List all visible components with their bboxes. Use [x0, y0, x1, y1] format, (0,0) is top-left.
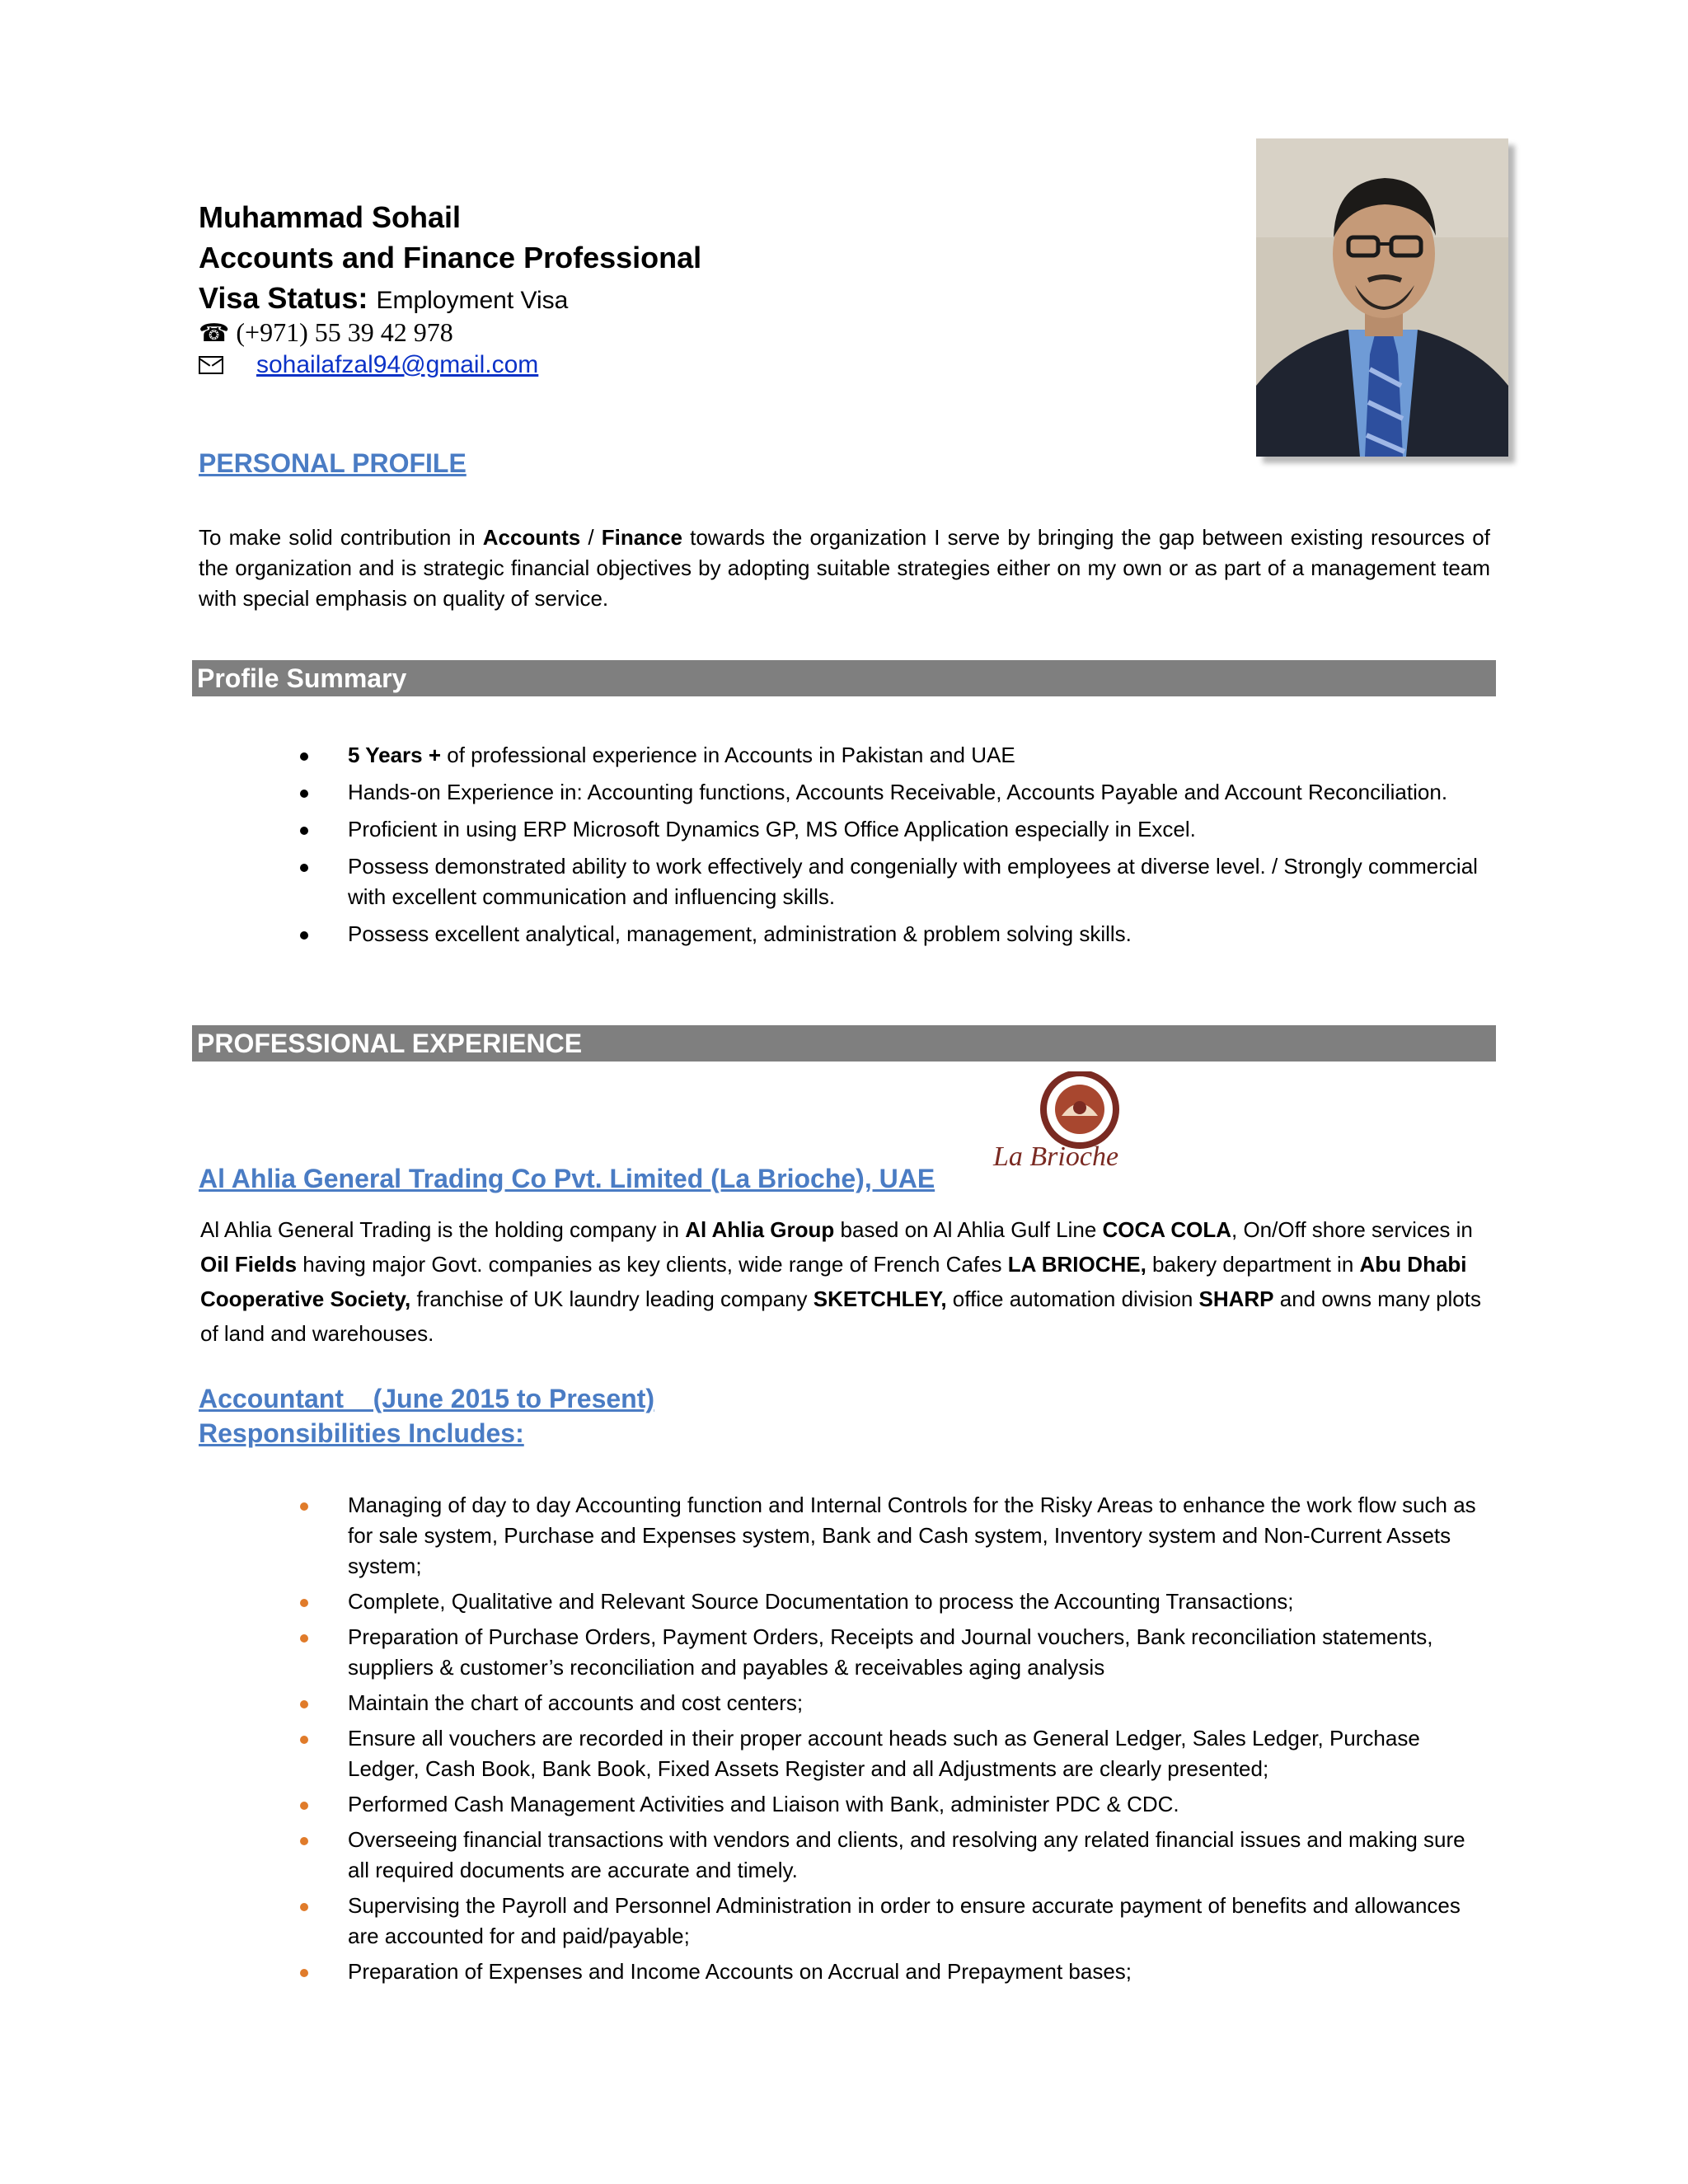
- bullet-icon: [300, 1736, 308, 1744]
- list-item: Hands-on Experience in: Accounting functions, Accounts Receivable, Accounts Payable and Account Reconciliation.: [0, 777, 1485, 808]
- list-item: Preparation of Expenses and Income Accounts on Accrual and Prepayment bases;: [0, 1957, 1485, 1987]
- profile-photo-drawing: [1256, 138, 1508, 457]
- company-name: Al Ahlia General Trading Co Pvt. Limited (La Brioche), UAE: [199, 1164, 935, 1193]
- list-item: Supervising the Payroll and Personnel Administration in order to ensure accurate payment of benefits and allowances are accounted for and paid/payable;: [0, 1891, 1485, 1952]
- list-item: Preparation of Purchase Orders, Payment Orders, Receipts and Journal vouchers, Bank reconciliation statements, suppliers & customer’s reconciliation and payables & receivables aging analysis: [0, 1622, 1485, 1683]
- envelope-icon: [199, 356, 223, 374]
- visa-value: Employment Visa: [376, 287, 569, 314]
- bullet-icon: [300, 1634, 308, 1643]
- list-item: Overseeing financial transactions with vendors and clients, and resolving any related financial issues and making sure all required documents are accurate and timely.: [0, 1825, 1485, 1886]
- phone-icon: ☎: [199, 320, 230, 347]
- professional-experience-heading: PROFESSIONAL EXPERIENCE: [192, 1025, 1496, 1062]
- profile-summary-heading: Profile Summary: [192, 660, 1496, 696]
- candidate-name: Muhammad Sohail: [199, 200, 462, 234]
- bullet-icon: [300, 1802, 308, 1810]
- bullet-icon: [300, 827, 308, 835]
- list-item: Possess demonstrated ability to work effectively and congenially with employees at diverse level. / Strongly commercial with excellent communication and influencing skills.: [0, 851, 1485, 912]
- phone-number: (+971) 55 39 42 978: [236, 317, 453, 347]
- list-item: Proficient in using ERP Microsoft Dynamics GP, MS Office Application especially in Excel.: [0, 814, 1485, 845]
- visa-label: Visa Status:: [199, 281, 368, 315]
- list-item: Ensure all vouchers are recorded in their proper account heads such as General Ledger, Sales Ledger, Purchase Ledger, Cash Book, Bank Book, Fixed Assets Register and all Adjustments are clearly presented;: [0, 1723, 1485, 1784]
- bullet-icon: [300, 1969, 308, 1977]
- bullet-icon: [300, 1903, 308, 1911]
- bullet-icon: [300, 1502, 308, 1511]
- profile-photo: [1256, 138, 1508, 457]
- profile-summary-list: [0, 740, 1485, 949]
- phone-line: [199, 315, 453, 351]
- bullet-icon: [300, 1837, 308, 1845]
- bullet-icon: [300, 1599, 308, 1607]
- list-item: Possess excellent analytical, management, administration & problem solving skills.: [0, 919, 1485, 949]
- company-description: Al Ahlia General Trading is the holding company in Al Ahlia Group based on Al Ahlia Gulf Line COCA COLA, On/Off shore services in Oil Fields having major Govt. companies as key clients, wide range of French Cafes LA BRIOCHE, bakery department in Abu Dhabi Cooperative Society, franchise of UK laundry leading company SKETCHLEY, office automation division SHARP and owns many plots of land and warehouses.: [200, 1217, 1481, 1346]
- bullet-icon: [300, 931, 308, 940]
- bullet-icon: [300, 790, 308, 798]
- responsibilities-list: [0, 1490, 1485, 1987]
- personal-profile-text: To make solid contribution in Accounts / Finance towards the organization I serve by bringing the gap between existing resources of the organization and is strategic financial objectives by adopting suitable strategies either on my own or as part of a management team with special emphasis on quality of service.: [199, 525, 1490, 611]
- bullet-icon: [300, 752, 308, 761]
- bullet-icon: [300, 864, 308, 872]
- la-brioche-logo-text: La Brioche: [993, 1141, 1119, 1172]
- list-item: Managing of day to day Accounting function and Internal Controls for the Risky Areas to enhance the work flow such as for sale system, Purchase and Expenses system, Bank and Cash system, Inventory system and Non-Current Assets system;: [0, 1490, 1485, 1582]
- list-item: Maintain the chart of accounts and cost centers;: [0, 1688, 1485, 1718]
- email-line: [199, 348, 538, 382]
- list-item: Performed Cash Management Activities and Liaison with Bank, administer PDC & CDC.: [0, 1789, 1485, 1820]
- candidate-title: Accounts and Finance Professional: [199, 241, 702, 274]
- email-link[interactable]: sohailafzal94@gmail.com: [256, 351, 539, 378]
- personal-profile-heading: PERSONAL PROFILE: [199, 448, 467, 478]
- responsibilities-heading: Responsibilities Includes:: [199, 1418, 524, 1448]
- list-item: Complete, Qualitative and Relevant Source Documentation to process the Accounting Transactions;: [0, 1586, 1485, 1617]
- list-item: 5 Years + of professional experience in Accounts in Pakistan and UAE: [0, 740, 1485, 771]
- bullet-icon: [300, 1700, 308, 1708]
- job-title: Accountant (June 2015 to Present): [199, 1384, 655, 1413]
